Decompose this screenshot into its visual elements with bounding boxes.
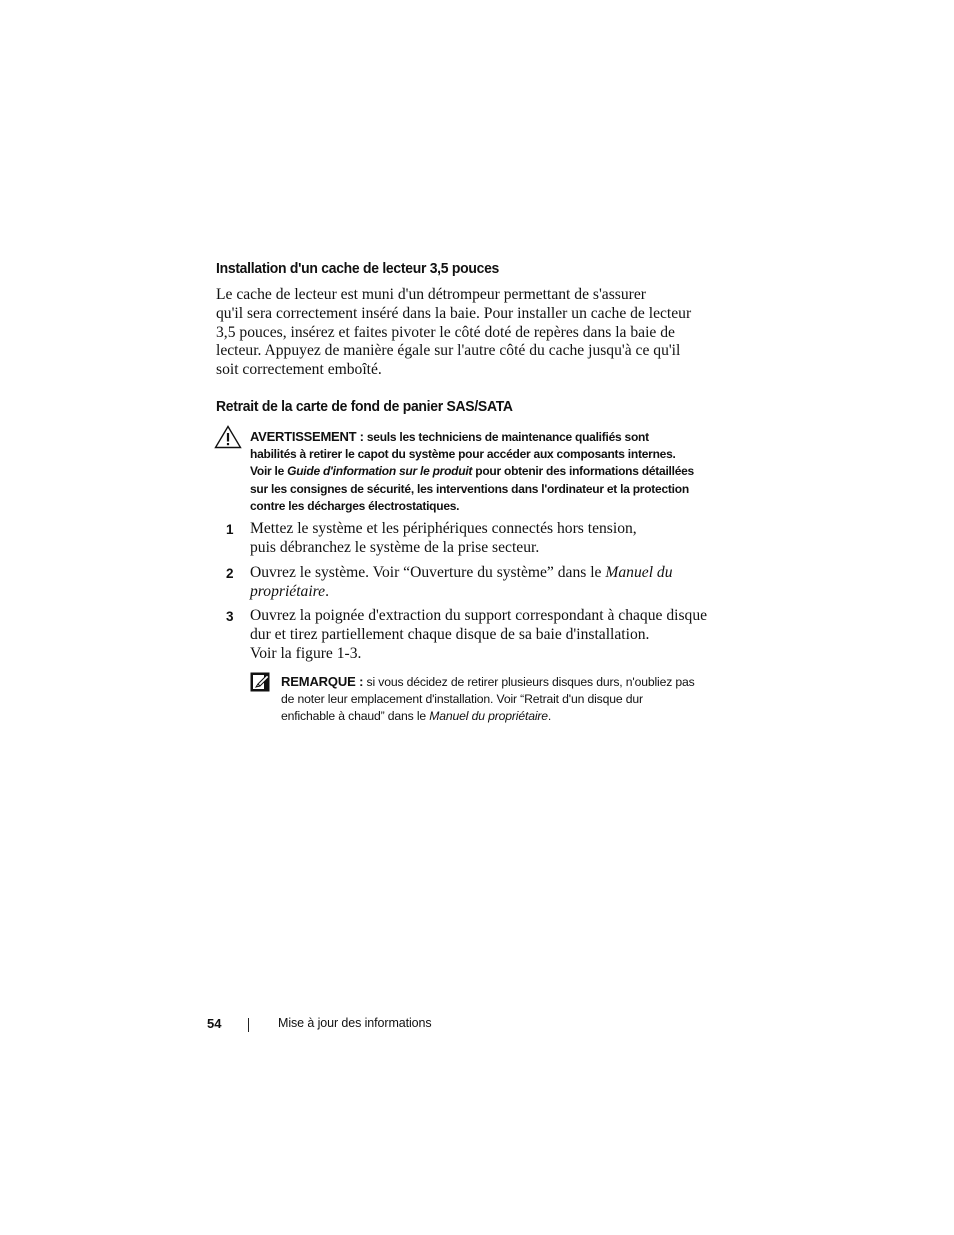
warning-triangle-icon: [214, 425, 242, 449]
step-text: Mettez le système et les périphériques connectés hors tension, puis débranchez le système de la prise secteur.: [250, 520, 637, 556]
step-text: Ouvrez la poignée d'extraction du support correspondant à chaque disque dur et tirez partiellement chaque disque de sa baie d'installation. Voir la figure 1-3.: [250, 607, 708, 662]
note-pencil-icon: [250, 672, 270, 692]
running-footer-title: Mise à jour des informations: [278, 1016, 432, 1030]
section-heading-installation: Installation d'un cache de lecteur 3,5 pouces: [216, 260, 500, 277]
step-number: 2: [226, 566, 234, 581]
warning-callout: AVERTISSEMENT : seuls les techniciens de maintenance qualifiés sont habilités à retirer le capot du système pour accéder aux composants internes. Voir le Guide d'information sur le produit pour obtenir des informations détaillées sur les consignes de sécurité, les interventions dans l'ordinateur et la protection contre les décharges électrostatiques.: [250, 429, 694, 513]
owners-manual-title: Manuel du propriétaire: [429, 709, 548, 724]
product-info-guide-title: Guide d'information sur le produit: [287, 464, 473, 479]
warning-label: AVERTISSEMENT :: [250, 429, 364, 444]
footer-divider: [248, 1018, 249, 1032]
step-number: 1: [226, 522, 234, 537]
installation-paragraph: Le cache de lecteur est muni d'un détrompeur permettant de s'assurer qu'il sera correctement inséré dans la baie. Pour installer un cache de lecteur 3,5 pouces, insérez et faites pivoter le côté doté de repères dans la baie de lecteur. Appuyez de manière égale sur l'autre côté du cache jusqu'à ce qu'il soit correctement emboîté.: [216, 286, 692, 379]
step-text: Ouvrez le système. Voir “Ouverture du système” dans le Manuel du propriétaire.: [250, 564, 673, 600]
page-number: 54: [207, 1016, 222, 1031]
note-label: REMARQUE :: [281, 674, 364, 689]
section-heading-backplane-removal: Retrait de la carte de fond de panier SAS/SATA: [216, 398, 513, 415]
note-callout: REMARQUE : si vous décidez de retirer plusieurs disques durs, n'oubliez pas de noter leur emplacement d'installation. Voir “Retrait d'un disque dur enfichable à chaud” dans le Manuel du propriétaire.: [281, 674, 695, 724]
step-number: 3: [226, 609, 234, 624]
